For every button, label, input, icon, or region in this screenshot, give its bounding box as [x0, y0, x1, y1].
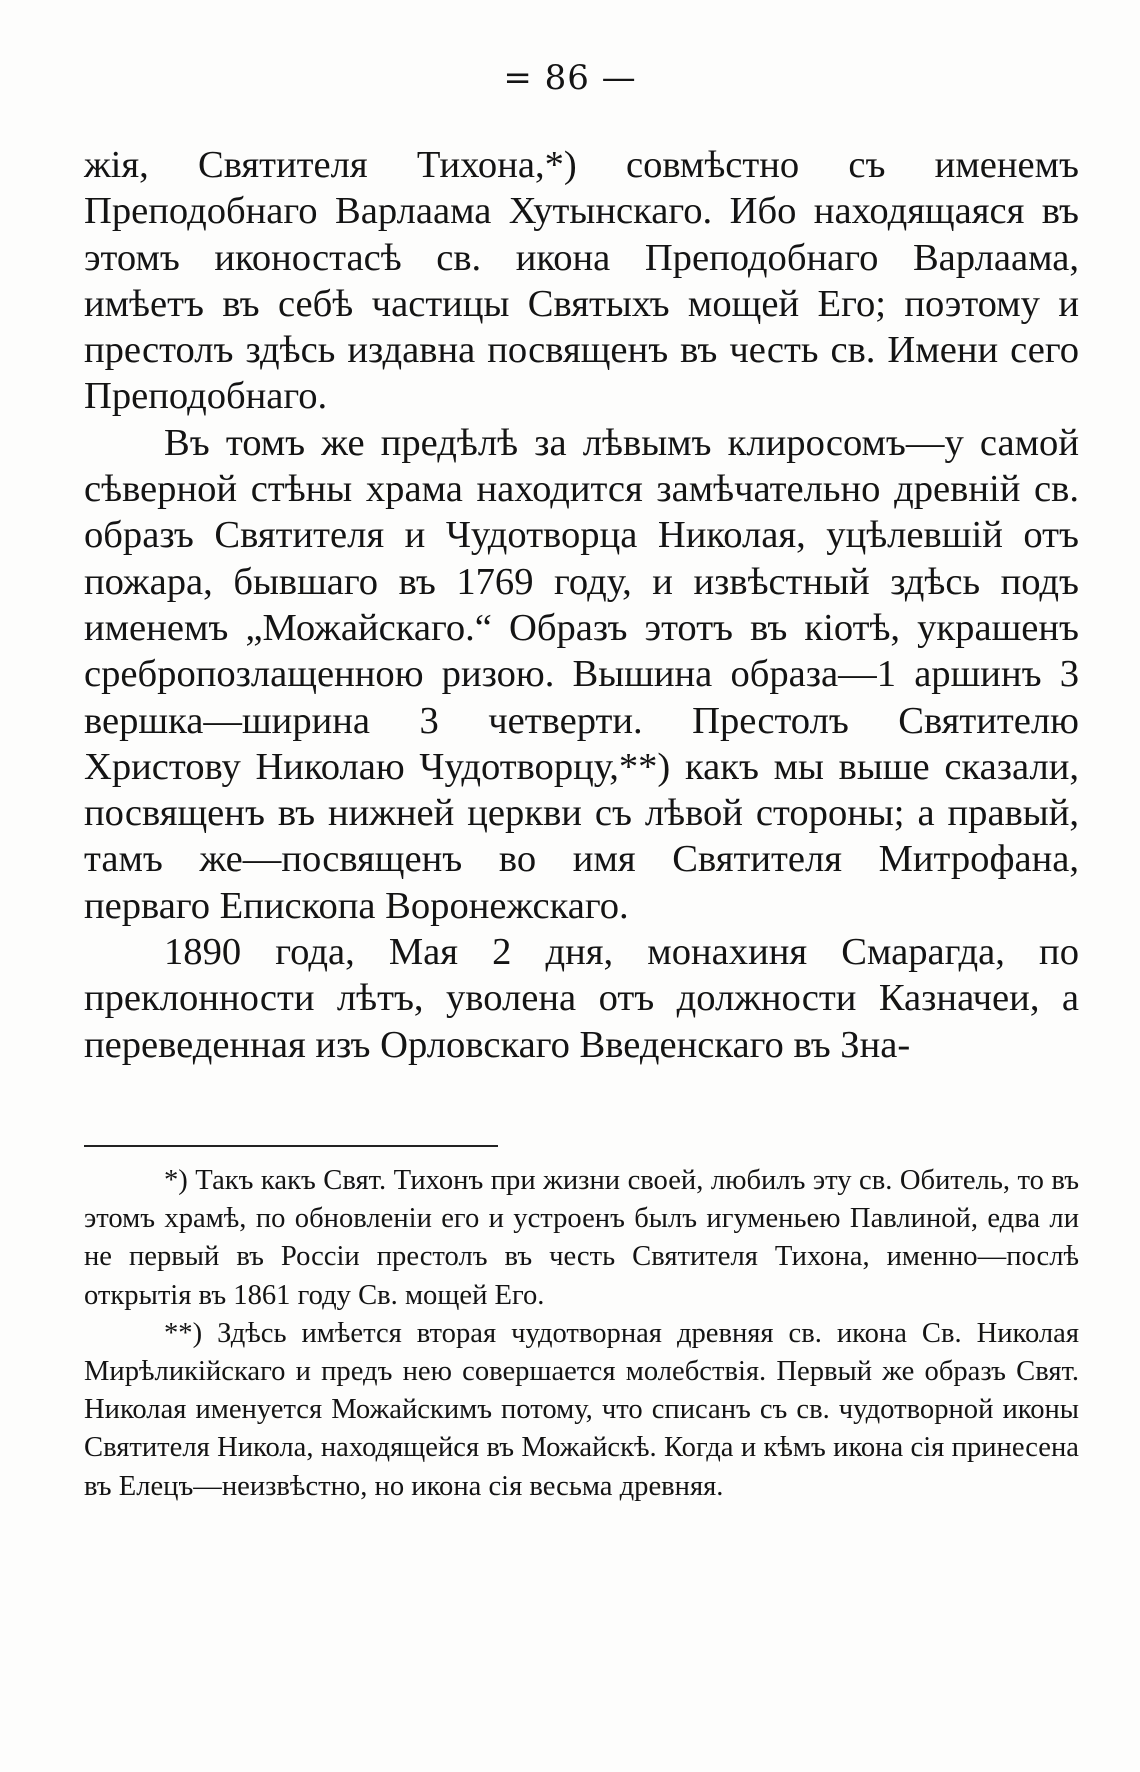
paragraph-1890-record: 1890 года, Мая 2 дня, монахиня Смарагда, по преклонности лѣтъ, уволена отъ должности Казначеи, а переведенная изъ Орловскаго Введенскаго въ Зна-: [84, 931, 1079, 1066]
paragraph-nicholas-icon: Въ томъ же предѣлѣ за лѣвымъ клиросомъ—у самой сѣверной стѣны храма находится замѣчательно древній св. образъ Святителя и Чудотворца Николая, уцѣлевшій отъ пожара, бывшаго въ 1769 году, и извѣстный здѣсь подъ именемъ „Можайскаго.“ Образъ этотъ въ кіотѣ, украшенъ сребропозлащенною ризою. Вышина образа—1 аршинъ 3 вершка—ширина 3 четверти. Престолъ Святителю Христову Николаю Чудотворцу,**) какъ мы выше сказали, посвященъ въ нижней церкви съ лѣвой стороны; а правый, тамъ же—посвященъ во имя Святителя Митрофана, перваго Епископа Воронежскаго.: [84, 421, 1079, 927]
footnotes-block: [84, 1162, 1079, 1506]
main-text-block: [84, 142, 1079, 1068]
footnote-1: *) Такъ какъ Свят. Тихонъ при жизни своей, любилъ эту св. Обитель, то въ этомъ храмѣ, по обновленіи его и устроенъ былъ игуменьею Павлиной, едва ли не первый въ Россіи престолъ въ честь Святителя Тихона, именно—послѣ открытія въ 1861 году Св. мощей Его.: [84, 1165, 1079, 1311]
footnote-2: **) Здѣсь имѣется вторая чудотворная древняя св. икона Св. Николая Мирѣликійскаго и предъ нею совершается молебствія. Первый же образъ Свят. Николая именуется Можайскимъ потому, что списанъ съ св. чудотворной иконы Святителя Никола, находящейся въ Можайскѣ. Когда и кѣмъ икона сія принесена въ Елецъ—неизвѣстно, но икона сія весьма древняя.: [84, 1317, 1079, 1502]
footnote-separator: [84, 1145, 498, 1147]
paragraph-continuation: жія, Святителя Тихона,*) совмѣстно съ именемъ Преподобнаго Варлаама Хутынскаго. Ибо находящаяся въ этомъ иконостасѣ св. икона Преподобнаго Варлаама, имѣетъ въ себѣ частицы Святыхъ мощей Его; поэтому и престолъ здѣсь издавна посвященъ въ честь св. Имени сего Преподобнаго.: [84, 144, 1079, 418]
page-number: = 86 —: [503, 58, 637, 98]
